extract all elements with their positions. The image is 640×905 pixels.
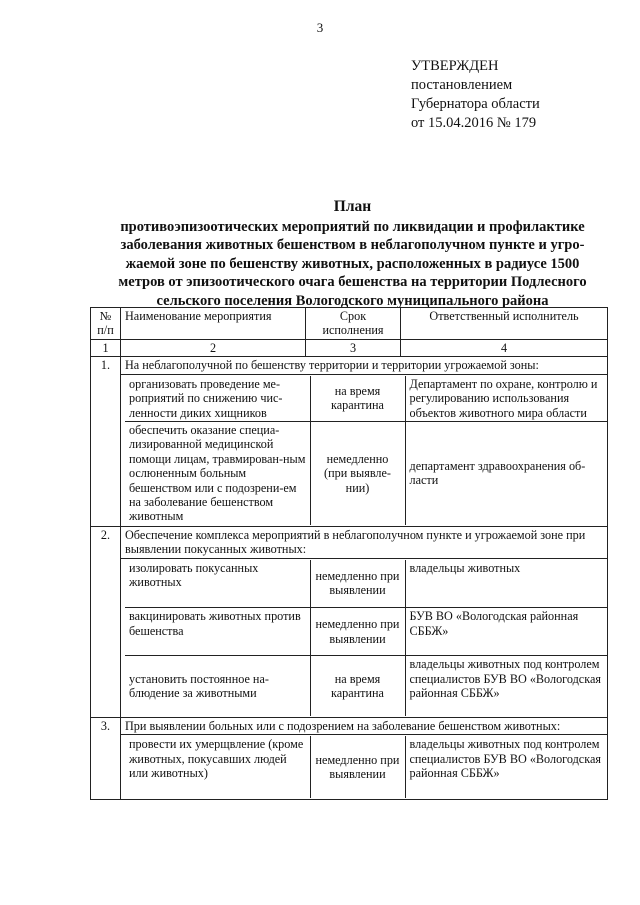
measure-responsible: владельцы животных под контролем специалистов БУВ ВО «Вологодская районная СББЖ» bbox=[405, 656, 608, 716]
measure-responsible: Департамент по охране, контролю и регулированию использования объектов животного мира области bbox=[405, 376, 608, 422]
measure-name: установить постоянное на-блюдение за животными bbox=[125, 656, 310, 716]
section-body-row bbox=[91, 374, 608, 526]
section-caption-row bbox=[91, 717, 608, 734]
section-caption: При выявлении больных или с подозрением на заболевание бешенством животных: bbox=[121, 717, 608, 734]
approval-stamp bbox=[411, 57, 540, 133]
plan-title bbox=[60, 198, 640, 311]
section-subtable bbox=[125, 560, 608, 716]
table-header-row bbox=[91, 308, 608, 340]
column-number: 2 bbox=[121, 340, 306, 357]
measure-term: немедленно при выявлении bbox=[310, 736, 405, 798]
table-row bbox=[125, 376, 608, 422]
column-numbers-row bbox=[91, 340, 608, 357]
section-body-row bbox=[91, 558, 608, 717]
section-caption-row bbox=[91, 526, 608, 558]
column-number: 4 bbox=[401, 340, 608, 357]
measure-term: немедленно при выявлении bbox=[310, 560, 405, 608]
measure-responsible: владельцы животных bbox=[405, 560, 608, 608]
measure-name: изолировать покусанных животных bbox=[125, 560, 310, 608]
section-subtable bbox=[125, 376, 608, 525]
column-number: 1 bbox=[91, 340, 121, 357]
measure-responsible: владельцы животных под контролем специалистов БУВ ВО «Вологодская районная СББЖ» bbox=[405, 736, 608, 798]
plan-title-line-5: сельского поселения Вологодского муниципального района bbox=[156, 292, 549, 309]
measure-responsible: БУВ ВО «Вологодская районная СББЖ» bbox=[405, 608, 608, 656]
measure-term: немедленно при выявлении bbox=[310, 608, 405, 656]
plan-heading: План bbox=[333, 198, 372, 215]
measure-term: немедленно (при выявле-нии) bbox=[310, 422, 405, 525]
approval-line-4: от 15.04.2016 № 179 bbox=[411, 115, 537, 131]
measures-table bbox=[90, 307, 608, 800]
header-responsible: Ответственный исполнитель bbox=[401, 308, 608, 340]
page-number: 3 bbox=[316, 20, 324, 35]
measure-name: организовать проведение ме-роприятий по снижению чис-ленности диких хищников bbox=[125, 376, 310, 422]
section-caption: На неблагополучной по бешенству территории и территории угрожаемой зоны: bbox=[121, 357, 608, 374]
plan-title-line-2: заболевания животных бешенством в неблагополучном пункте и угро- bbox=[120, 237, 585, 254]
plan-title-line-3: жаемой зоне по бешенству животных, расположенных в радиусе 1500 bbox=[125, 255, 580, 272]
measure-name: вакцинировать животных против бешенства bbox=[125, 608, 310, 656]
section-body-row bbox=[91, 735, 608, 800]
table-row bbox=[125, 736, 608, 798]
section-body bbox=[121, 558, 608, 717]
header-term: Срок исполнения bbox=[306, 308, 401, 340]
section-subtable bbox=[125, 736, 608, 798]
approval-line-3: Губернатора области bbox=[411, 96, 540, 112]
approval-line-2: постановлением bbox=[411, 77, 513, 93]
section-number: 1. bbox=[91, 357, 121, 526]
header-name: Наименование мероприятия bbox=[121, 308, 306, 340]
section-body bbox=[121, 735, 608, 800]
measure-name: провести их умерщвление (кроме животных, покусавших людей или животных) bbox=[125, 736, 310, 798]
section-caption: Обеспечение комплекса мероприятий в неблагополучном пункте и угрожаемой зоне при выявлении покусанных животных: bbox=[121, 526, 608, 558]
measure-name: обеспечить оказание специа-лизированной медицинской помощи лицам, травмирован-ным ослюненным больным бешенством или с подозрени-ем на заболевание бешенством животным bbox=[125, 422, 310, 525]
table-row bbox=[125, 422, 608, 525]
section-body bbox=[121, 374, 608, 526]
header-number: № п/п bbox=[91, 308, 121, 340]
section-caption-row bbox=[91, 357, 608, 374]
section-number: 2. bbox=[91, 526, 121, 717]
column-number: 3 bbox=[306, 340, 401, 357]
measure-term: на время карантина bbox=[310, 376, 405, 422]
table-row bbox=[125, 608, 608, 656]
measure-responsible: департамент здравоохранения об-ласти bbox=[405, 422, 608, 525]
measure-term: на время карантина bbox=[310, 656, 405, 716]
plan-title-line-1: противоэпизоотических мероприятий по ликвидации и профилактике bbox=[120, 218, 585, 235]
table-row bbox=[125, 560, 608, 608]
plan-title-line-4: метров от эпизоотического очага бешенства на территории Подлесного bbox=[118, 274, 587, 291]
approval-line-1: УТВЕРЖДЕН bbox=[411, 58, 499, 74]
table-row bbox=[125, 656, 608, 716]
section-number: 3. bbox=[91, 717, 121, 799]
